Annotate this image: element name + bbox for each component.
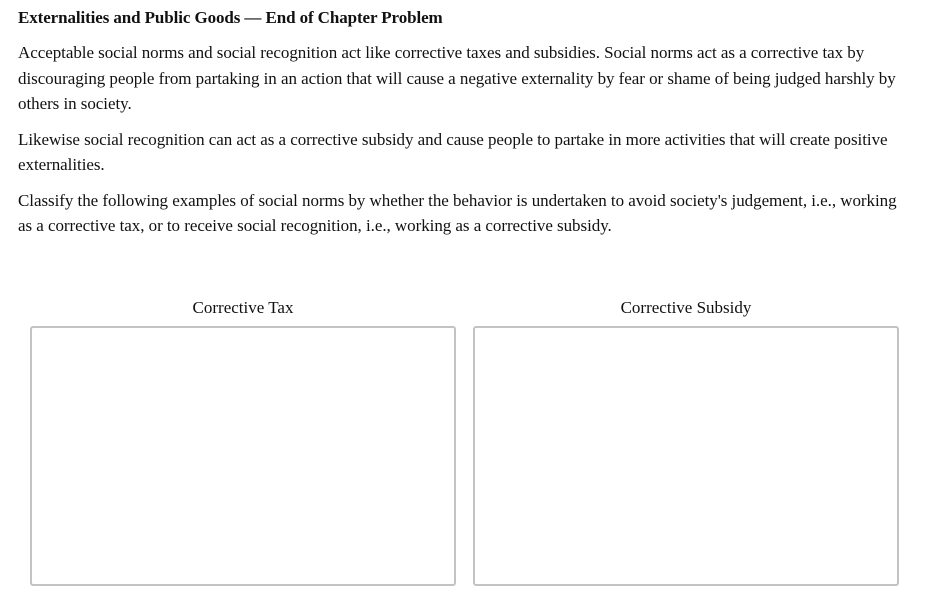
- recognition-paragraph: Likewise social recognition can act as a corrective subsidy and cause people to partake in more activities that will create positive externalities.: [18, 129, 888, 174]
- corrective-subsidy-heading: Corrective Subsidy: [620, 298, 752, 317]
- problem-content: [18, 6, 908, 249]
- problem-title: Externalities and Public Goods — End of Chapter Problem: [18, 8, 443, 27]
- corrective-tax-drop-zone[interactable]: [30, 326, 456, 586]
- intro-paragraph: Acceptable social norms and social recognition act like corrective taxes and subsidies. Social norms act as a corrective tax by discouraging people from partaking in an action that will cause a negative externality by fear or shame of being judged harshly by others in society.: [18, 43, 896, 113]
- instruction-paragraph: Classify the following examples of social norms by whether the behavior is undertaken to avoid society's judgement, i.e., working as a corrective tax, or to receive social recognition, i.e., working as a corrective subsidy.: [18, 190, 897, 235]
- corrective-tax-heading: Corrective Tax: [192, 298, 294, 317]
- corrective-subsidy-drop-zone[interactable]: [473, 326, 899, 586]
